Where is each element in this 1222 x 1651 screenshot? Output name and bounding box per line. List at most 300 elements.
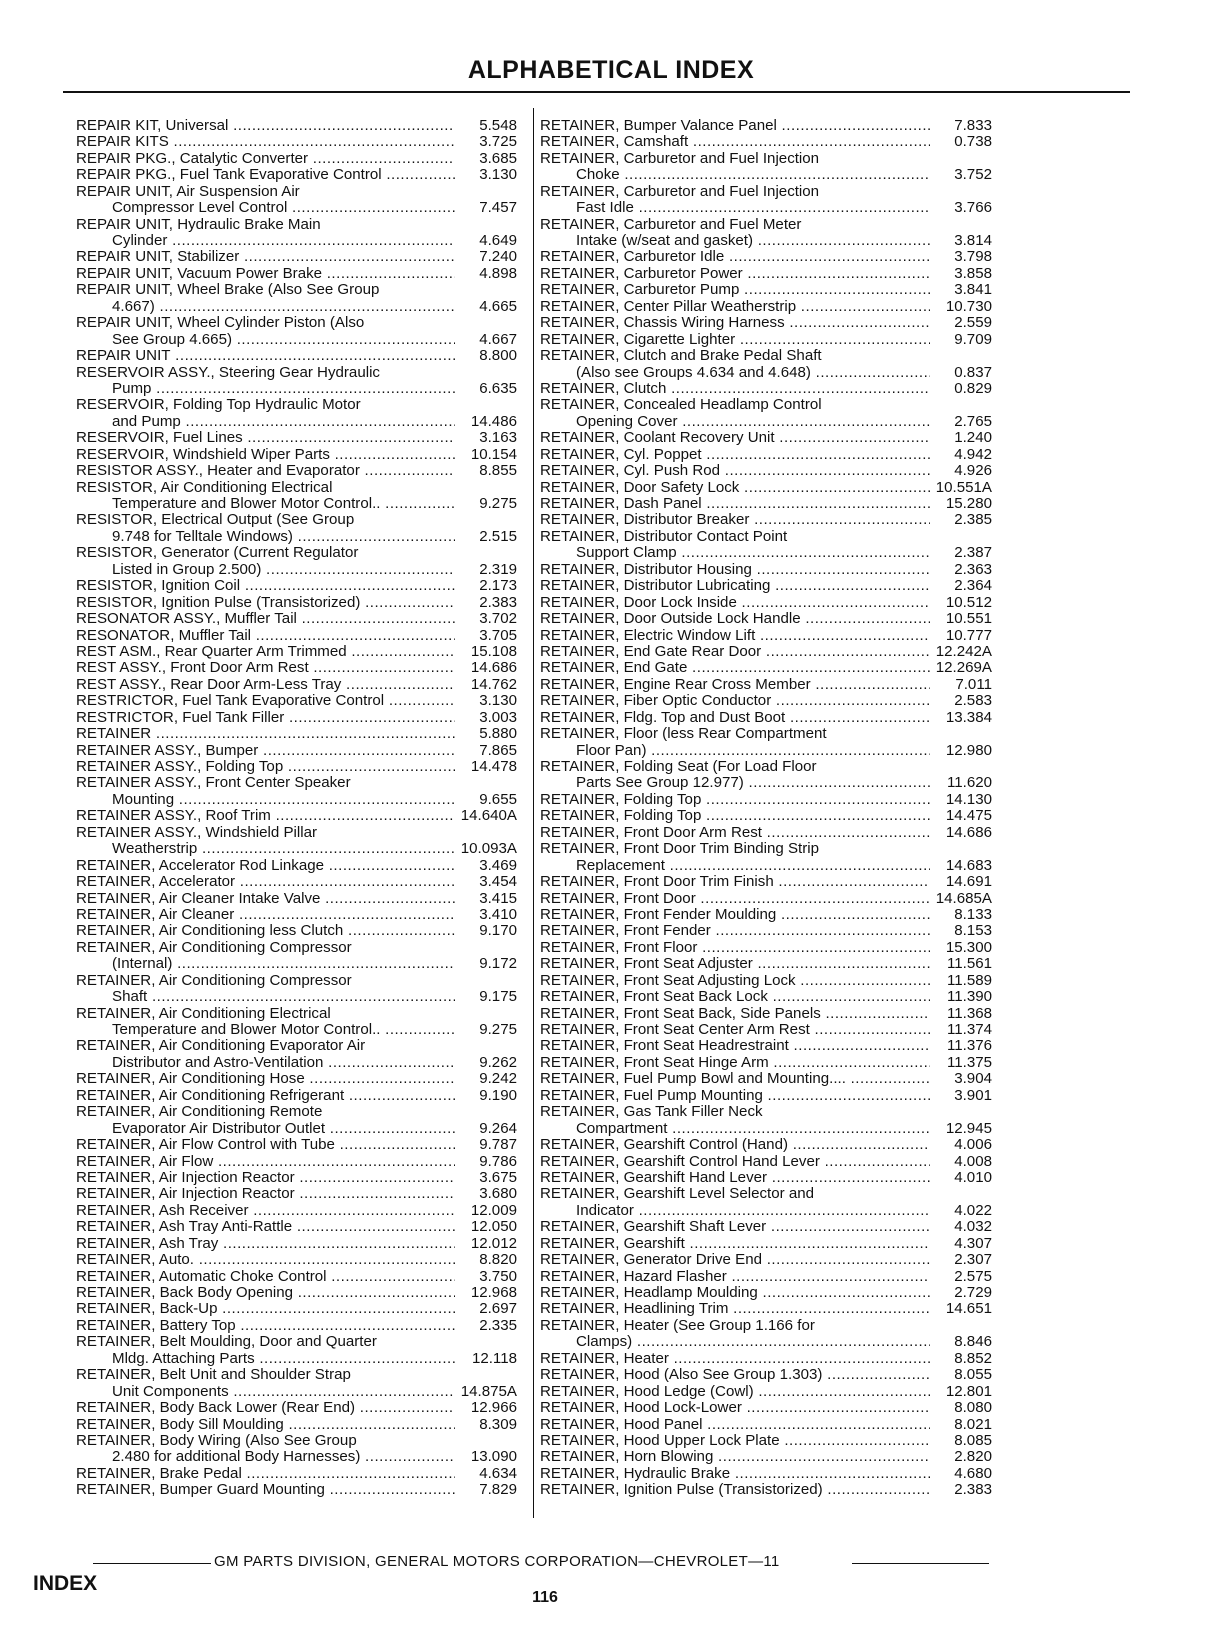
index-entry: [540, 1219, 992, 1235]
entry-description: (Also see Groups 4.634 and 4.648) .....: [540, 365, 930, 381]
entry-group-number: 2.697: [479, 1300, 517, 1318]
entry-group-number: 14.686: [470, 659, 517, 677]
index-entry: [76, 496, 517, 512]
entry-group-number: 4.665: [479, 297, 517, 315]
entry-group-number: 3.415: [479, 889, 517, 907]
entry-group-number: 3.901: [954, 1086, 992, 1104]
entry-description: RETAINER, Front Seat Adjuster .....: [540, 956, 930, 972]
entry-group-number: 7.457: [479, 199, 517, 217]
entry-description: RETAINER, Hydraulic Brake .....: [540, 1466, 930, 1482]
index-entry: [540, 233, 992, 249]
entry-group-number: 9.787: [479, 1136, 517, 1154]
index-entry: [540, 348, 992, 364]
index-entry: [540, 677, 992, 693]
index-entry: [76, 907, 517, 923]
entry-description: REPAIR UNIT .....: [76, 348, 455, 364]
entry-group-number: 8.055: [954, 1366, 992, 1384]
index-entry: [76, 825, 517, 841]
entry-group-number: 3.003: [479, 708, 517, 726]
index-entry: [540, 1285, 992, 1301]
index-entry: [540, 200, 992, 216]
entry-description: REPAIR UNIT, Vacuum Power Brake .....: [76, 266, 455, 282]
index-entry: [76, 1170, 517, 1186]
entry-group-number: 2.583: [954, 692, 992, 710]
entry-description: RESERVOIR, Folding Top Hydraulic Motor: [76, 397, 361, 414]
index-entry: [76, 397, 517, 413]
index-entry: [76, 151, 517, 167]
entry-group-number: 4.307: [954, 1234, 992, 1252]
entry-description: REPAIR KITS .....: [76, 134, 455, 150]
entry-group-number: 3.675: [479, 1168, 517, 1186]
entry-description: RETAINER, Distributor Lubricating .....: [540, 578, 930, 594]
entry-description: Shaft .....: [76, 989, 455, 1005]
index-entry: [76, 1137, 517, 1153]
entry-group-number: 10.154: [470, 445, 517, 463]
index-entry: [540, 151, 992, 167]
index-entry: [76, 200, 517, 216]
entry-group-number: 2.364: [954, 577, 992, 595]
entry-group-number: 8.852: [954, 1349, 992, 1367]
entry-description: RETAINER, Cyl. Poppet .....: [540, 447, 930, 463]
index-entry: [76, 628, 517, 644]
index-entry: [76, 743, 517, 759]
index-entry: [540, 1482, 992, 1498]
entry-description: RESTRICTOR, Fuel Tank Filler .....: [76, 710, 455, 726]
entry-description: RETAINER, Carburetor Power .....: [540, 266, 930, 282]
index-entry: [76, 184, 517, 200]
entry-description: RETAINER, Gearshift .....: [540, 1236, 930, 1252]
title-rule: [63, 91, 1130, 93]
entry-group-number: 3.766: [954, 199, 992, 217]
entry-description: Opening Cover .....: [540, 414, 930, 430]
entry-description: RETAINER, Clutch and Brake Pedal Shaft: [540, 348, 822, 365]
entry-group-number: 2.765: [954, 412, 992, 430]
index-entry: [540, 628, 992, 644]
entry-group-number: 1.240: [954, 429, 992, 447]
entry-description: RETAINER, Accelerator .....: [76, 874, 455, 890]
entry-group-number: 4.898: [479, 264, 517, 282]
entry-description: Clamps) .....: [540, 1334, 930, 1350]
entry-group-number: 3.725: [479, 133, 517, 151]
entry-description: RETAINER, Folding Seat (For Load Floor: [540, 759, 817, 776]
entry-group-number: 3.410: [479, 905, 517, 923]
entry-group-number: 4.022: [954, 1201, 992, 1219]
index-entry: [76, 250, 517, 266]
entry-group-number: 4.926: [954, 462, 992, 480]
entry-group-number: 11.376: [946, 1037, 992, 1055]
entry-description: RETAINER, Fldg. Top and Dust Boot .....: [540, 710, 930, 726]
index-entry: [540, 545, 992, 561]
index-entry: [540, 118, 992, 134]
index-entry: [540, 1351, 992, 1367]
entry-description: RESISTOR, Air Conditioning Electrical: [76, 479, 333, 496]
index-column-left: [76, 118, 517, 1499]
entry-description: REPAIR PKG., Catalytic Converter .....: [76, 151, 455, 167]
entry-description: RETAINER, Coolant Recovery Unit .....: [540, 430, 930, 446]
entry-description: RETAINER, Door Lock Inside .....: [540, 595, 930, 611]
entry-group-number: 10.551: [945, 610, 992, 628]
entry-description: RETAINER, Air Conditioning Evaporator Air: [76, 1038, 366, 1055]
entry-group-number: 4.006: [954, 1136, 992, 1154]
index-entry: [76, 1417, 517, 1433]
index-entry: [76, 1482, 517, 1498]
index-entry: [540, 414, 992, 430]
index-entry: [76, 759, 517, 775]
index-entry: [76, 282, 517, 298]
index-entry: [76, 956, 517, 972]
entry-description: RETAINER, Floor (less Rear Compartment: [540, 726, 827, 743]
entry-description: RETAINER, Air Conditioning Compressor: [76, 972, 352, 989]
entry-group-number: 4.010: [954, 1168, 992, 1186]
entry-description: RETAINER, Ash Tray .....: [76, 1236, 455, 1252]
entry-description: RETAINER, Heater .....: [540, 1351, 930, 1367]
index-entry: [540, 1384, 992, 1400]
entry-group-number: 7.011: [955, 675, 992, 693]
index-entry: [540, 1071, 992, 1087]
index-entry: [540, 250, 992, 266]
index-entry: [76, 1384, 517, 1400]
entry-group-number: 4.667: [479, 330, 517, 348]
entry-description: RETAINER, Body Sill Moulding .....: [76, 1417, 455, 1433]
entry-group-number: 7.833: [954, 116, 992, 134]
index-entry: [76, 693, 517, 709]
entry-group-number: 9.275: [479, 1021, 517, 1039]
entry-group-number: 7.865: [479, 741, 517, 759]
entry-description: REPAIR UNIT, Stabilizer .....: [76, 249, 455, 265]
index-entry: [540, 463, 992, 479]
index-entry: [540, 1055, 992, 1071]
index-entry: [540, 430, 992, 446]
entry-group-number: 3.904: [954, 1070, 992, 1088]
index-entry: [76, 1318, 517, 1334]
entry-group-number: 4.680: [954, 1464, 992, 1482]
section-label: INDEX: [33, 1572, 98, 1595]
entry-group-number: 2.729: [954, 1284, 992, 1302]
entry-description: RETAINER, Center Pillar Weatherstrip .....: [540, 299, 930, 315]
entry-description: Floor Pan) .....: [540, 743, 930, 759]
entry-description: RETAINER, Gearshift Control (Hand) .....: [540, 1137, 930, 1153]
index-entry: [540, 1104, 992, 1120]
index-entry: [540, 825, 992, 841]
index-entry: [76, 1449, 517, 1465]
index-entry: [540, 940, 992, 956]
index-entry: [540, 266, 992, 282]
entry-description: RETAINER, Front Door Arm Rest .....: [540, 825, 930, 841]
entry-description: and Pump .....: [76, 414, 455, 430]
entry-description: RETAINER, Hood Lock-Lower .....: [540, 1400, 930, 1416]
index-entry: [540, 1022, 992, 1038]
index-entry: [76, 973, 517, 989]
entry-group-number: 3.841: [954, 281, 992, 299]
index-entry: [540, 1170, 992, 1186]
entry-description: RETAINER, End Gate Rear Door .....: [540, 644, 930, 660]
entry-description: Mounting .....: [76, 792, 455, 808]
index-entry: [76, 545, 517, 561]
entry-description: RETAINER, Carburetor and Fuel Meter: [540, 216, 802, 233]
entry-group-number: 9.175: [479, 988, 517, 1006]
index-entry: [540, 1433, 992, 1449]
footer-rule-left: [93, 1563, 211, 1564]
index-entry: [76, 118, 517, 134]
entry-group-number: 8.820: [479, 1251, 517, 1269]
index-entry: [540, 1302, 992, 1318]
index-entry: [76, 940, 517, 956]
entry-description: RETAINER, Automatic Choke Control .....: [76, 1269, 455, 1285]
index-entry: [540, 1186, 992, 1202]
entry-group-number: 2.363: [954, 560, 992, 578]
entry-description: Distributor and Astro-Ventilation .....: [76, 1055, 455, 1071]
index-entry: [540, 496, 992, 512]
entry-description: RETAINER, Front Seat Hinge Arm .....: [540, 1055, 930, 1071]
index-entry: [540, 693, 992, 709]
entry-group-number: 3.469: [479, 856, 517, 874]
index-entry: [540, 513, 992, 529]
entry-description: REST ASSY., Rear Door Arm-Less Tray .....: [76, 677, 455, 693]
entry-group-number: 9.262: [479, 1053, 517, 1071]
entry-group-number: 2.385: [954, 511, 992, 529]
entry-description: Cylinder .....: [76, 233, 455, 249]
index-entry: [76, 365, 517, 381]
index-entry: [540, 1400, 992, 1416]
entry-group-number: 2.307: [954, 1251, 992, 1269]
index-entry: [540, 841, 992, 857]
index-entry: [540, 529, 992, 545]
entry-description: RETAINER, Horn Blowing .....: [540, 1449, 930, 1465]
entry-group-number: 11.375: [946, 1053, 992, 1071]
entry-description: REPAIR UNIT, Wheel Cylinder Piston (Also: [76, 315, 365, 332]
entry-description: Choke .....: [540, 167, 930, 183]
entry-group-number: 12.012: [470, 1234, 517, 1252]
entry-description: Fast Idle .....: [540, 200, 930, 216]
entry-description: RETAINER, Air Cleaner .....: [76, 907, 455, 923]
entry-group-number: 2.383: [479, 593, 517, 611]
entry-group-number: 9.242: [479, 1070, 517, 1088]
index-entry: [76, 1071, 517, 1087]
entry-description: RETAINER, Electric Window Lift .....: [540, 628, 930, 644]
entry-group-number: 13.090: [470, 1448, 517, 1466]
entry-description: Indicator .....: [540, 1203, 930, 1219]
entry-description: Compressor Level Control .....: [76, 200, 455, 216]
index-entry: [76, 447, 517, 463]
index-entry: [540, 1269, 992, 1285]
entry-description: RETAINER, Air Injection Reactor .....: [76, 1186, 455, 1202]
entry-description: RETAINER ASSY., Windshield Pillar: [76, 824, 318, 841]
entry-group-number: 12.945: [945, 1119, 992, 1137]
index-entry: [76, 808, 517, 824]
index-entry: [540, 874, 992, 890]
index-entry: [76, 1104, 517, 1120]
entry-description: RETAINER, Distributor Housing .....: [540, 562, 930, 578]
index-entry: [76, 1302, 517, 1318]
index-entry: [540, 1088, 992, 1104]
entry-description: RETAINER, Engine Rear Cross Member .....: [540, 677, 930, 693]
entry-group-number: 3.705: [479, 626, 517, 644]
index-entry: [540, 644, 992, 660]
entry-group-number: 3.814: [954, 232, 992, 250]
entry-group-number: 2.335: [479, 1316, 517, 1334]
index-entry: [540, 315, 992, 331]
index-entry: [540, 759, 992, 775]
entry-description: RETAINER, Clutch .....: [540, 381, 930, 397]
entry-group-number: 9.190: [479, 1086, 517, 1104]
entry-description: RETAINER, Air Injection Reactor .....: [76, 1170, 455, 1186]
entry-group-number: 3.752: [954, 166, 992, 184]
entry-description: RETAINER, Auto. .....: [76, 1252, 455, 1268]
index-entry: [76, 1088, 517, 1104]
index-entry: [76, 480, 517, 496]
index-entry: [76, 134, 517, 150]
entry-description: RETAINER, Distributor Contact Point: [540, 528, 788, 545]
entry-description: RETAINER, Hood Upper Lock Plate .....: [540, 1433, 930, 1449]
entry-description: RETAINER, Hood Ledge (Cowl) .....: [540, 1384, 930, 1400]
entry-group-number: 8.153: [954, 922, 992, 940]
entry-group-number: 2.319: [479, 560, 517, 578]
index-entry: [76, 1055, 517, 1071]
index-entry: [76, 1203, 517, 1219]
entry-description: RETAINER, Air Cleaner Intake Valve .....: [76, 891, 455, 907]
index-entry: [76, 710, 517, 726]
entry-description: RETAINER, Air Flow .....: [76, 1154, 455, 1170]
entry-description: RETAINER, Front Seat Center Arm Rest .....: [540, 1022, 930, 1038]
entry-description: RETAINER, Gearshift Hand Lever .....: [540, 1170, 930, 1186]
entry-group-number: 10.512: [945, 593, 992, 611]
entry-description: RETAINER, Cigarette Lighter .....: [540, 332, 930, 348]
entry-description: RETAINER, Gearshift Control Hand Lever .....: [540, 1154, 930, 1170]
entry-group-number: 9.275: [479, 495, 517, 513]
entry-description: RETAINER, Cyl. Push Rod .....: [540, 463, 930, 479]
column-divider: [533, 108, 534, 1518]
entry-group-number: 2.383: [954, 1481, 992, 1499]
index-entry: [540, 299, 992, 315]
entry-description: Listed in Group 2.500) .....: [76, 562, 455, 578]
entry-group-number: 15.300: [945, 938, 992, 956]
entry-group-number: 0.837: [954, 363, 992, 381]
entry-group-number: 8.855: [479, 462, 517, 480]
index-entry: [76, 381, 517, 397]
entry-description: REST ASSY., Front Door Arm Rest .....: [76, 660, 455, 676]
entry-description: RETAINER, Carburetor and Fuel Injection: [540, 150, 820, 167]
index-entry: [76, 989, 517, 1005]
index-entry: [76, 841, 517, 857]
entry-description: REPAIR PKG., Fuel Tank Evaporative Control .....: [76, 167, 455, 183]
entry-group-number: 3.130: [479, 692, 517, 710]
index-entry: [540, 710, 992, 726]
index-entry: [76, 299, 517, 315]
index-entry: [76, 874, 517, 890]
entry-description: See Group 4.665) .....: [76, 332, 455, 348]
entry-group-number: 9.264: [479, 1119, 517, 1137]
index-entry: [76, 923, 517, 939]
entry-description: RETAINER, Headlamp Moulding .....: [540, 1285, 930, 1301]
entry-description: Weatherstrip .....: [76, 841, 455, 857]
entry-group-number: 12.242A: [935, 642, 992, 660]
index-entry: [76, 578, 517, 594]
index-entry: [540, 184, 992, 200]
index-entry: [76, 1236, 517, 1252]
entry-description: RETAINER, Camshaft .....: [540, 134, 930, 150]
index-entry: [76, 414, 517, 430]
entry-description: Parts See Group 12.977) .....: [540, 775, 930, 791]
entry-group-number: 3.685: [479, 149, 517, 167]
entry-description: RETAINER ASSY., Roof Trim .....: [76, 808, 455, 824]
index-entry: [76, 726, 517, 742]
index-entry: [76, 611, 517, 627]
index-entry: [540, 1449, 992, 1465]
entry-description: Pump .....: [76, 381, 455, 397]
index-entry: [540, 891, 992, 907]
index-entry: [540, 1006, 992, 1022]
entry-group-number: 8.800: [479, 347, 517, 365]
index-entry: [540, 397, 992, 413]
index-entry: [76, 1466, 517, 1482]
entry-description: RETAINER, Generator Drive End .....: [540, 1252, 930, 1268]
entry-description: RETAINER, Ash Receiver .....: [76, 1203, 455, 1219]
entry-description: RETAINER, Door Outside Lock Handle .....: [540, 611, 930, 627]
index-entry: [540, 1318, 992, 1334]
entry-description: RETAINER, Air Flow Control with Tube .....: [76, 1137, 455, 1153]
entry-description: REPAIR UNIT, Air Suspension Air: [76, 183, 300, 200]
entry-description: RETAINER, Fuel Pump Bowl and Mounting.... .....: [540, 1071, 930, 1087]
entry-description: RETAINER, Front Door Trim Finish .....: [540, 874, 930, 890]
entry-group-number: 9.172: [479, 955, 517, 973]
entry-group-number: 0.829: [954, 379, 992, 397]
index-entry: [76, 332, 517, 348]
entry-description: RETAINER, Gearshift Shaft Lever .....: [540, 1219, 930, 1235]
entry-group-number: 12.269A: [935, 659, 992, 677]
index-entry: [540, 562, 992, 578]
entry-description: RESISTOR, Ignition Pulse (Transistorized) .....: [76, 595, 455, 611]
entry-group-number: 5.548: [479, 116, 517, 134]
entry-description: REST ASM., Rear Quarter Arm Trimmed .....: [76, 644, 455, 660]
entry-description: RETAINER, Front Seat Back, Side Panels .....: [540, 1006, 930, 1022]
page-number: 116: [532, 1589, 558, 1606]
index-entry: [540, 1039, 992, 1055]
entry-description: RETAINER, Front Fender .....: [540, 923, 930, 939]
index-entry: [76, 529, 517, 545]
index-entry: [76, 595, 517, 611]
entry-group-number: 8.133: [954, 905, 992, 923]
index-entry: [76, 1285, 517, 1301]
entry-description: RETAINER, Distributor Breaker .....: [540, 512, 930, 528]
index-entry: [76, 1400, 517, 1416]
entry-group-number: 11.368: [946, 1004, 992, 1022]
entry-description: RETAINER, Air Conditioning Electrical: [76, 1005, 331, 1022]
index-entry: [76, 167, 517, 183]
entry-description: RETAINER .....: [76, 726, 455, 742]
entry-description: RETAINER, Air Conditioning Remote: [76, 1104, 323, 1121]
index-column-right: [540, 118, 992, 1499]
index-entry: [540, 381, 992, 397]
entry-group-number: 12.050: [470, 1218, 517, 1236]
entry-description: RETAINER, Bumper Guard Mounting .....: [76, 1482, 455, 1498]
entry-group-number: 3.750: [479, 1267, 517, 1285]
entry-group-number: 14.685A: [935, 889, 992, 907]
entry-description: RETAINER, End Gate .....: [540, 660, 930, 676]
index-entry: [540, 1121, 992, 1137]
page-title: ALPHABETICAL INDEX: [467, 56, 755, 84]
entry-description: 2.480 for additional Body Harnesses) .....: [76, 1449, 455, 1465]
index-entry: [540, 480, 992, 496]
entry-group-number: 13.384: [945, 708, 992, 726]
entry-description: RETAINER, Back Body Opening .....: [76, 1285, 455, 1301]
entry-group-number: 14.475: [945, 807, 992, 825]
index-entry: [540, 167, 992, 183]
entry-description: RETAINER, Folding Top .....: [540, 808, 930, 824]
entry-group-number: 10.777: [945, 626, 992, 644]
entry-group-number: 14.640A: [460, 807, 517, 825]
entry-description: RETAINER, Gas Tank Filler Neck: [540, 1104, 763, 1121]
entry-group-number: 14.130: [945, 790, 992, 808]
